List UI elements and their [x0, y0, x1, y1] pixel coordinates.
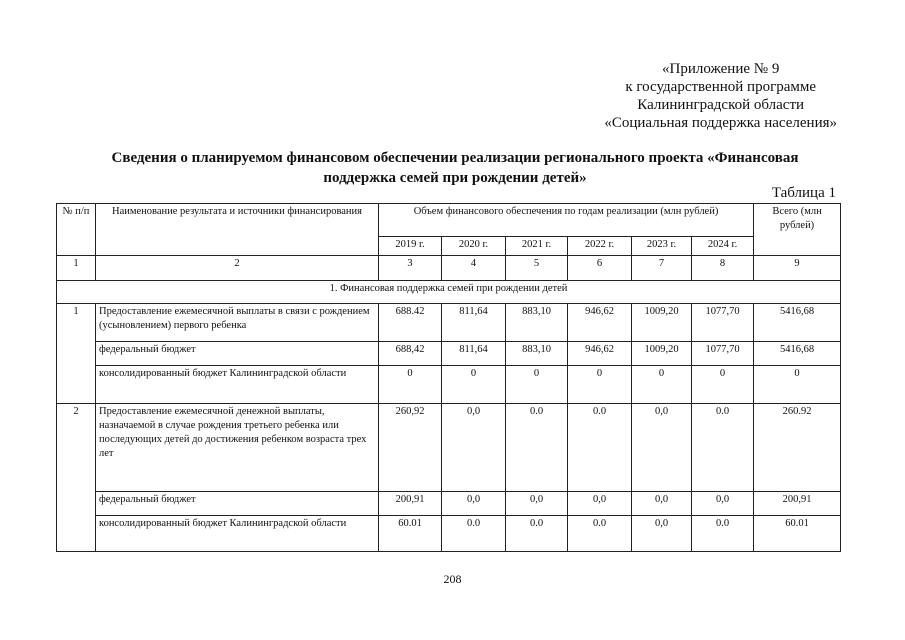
year-cell: 2024 г.	[692, 237, 754, 256]
value-cell: 260,92	[379, 404, 442, 492]
year-cell: 2020 г.	[442, 237, 506, 256]
total-cell: 0	[754, 366, 841, 404]
table-row	[57, 366, 841, 404]
value-cell: 0	[506, 366, 568, 404]
value-cell: 0.0	[568, 404, 632, 492]
value-cell: 1077,70	[692, 342, 754, 366]
appendix-line: «Приложение № 9	[662, 61, 780, 77]
value-cell: 0,0	[506, 492, 568, 516]
table-label: Таблица 1	[771, 185, 836, 201]
column-index: 1	[57, 256, 96, 281]
column-index: 9	[754, 256, 841, 281]
value-cell: 0	[379, 366, 442, 404]
total-cell: 260.92	[754, 404, 841, 492]
header-total: Всего (млн рублей)	[754, 204, 841, 256]
value-cell: 0	[442, 366, 506, 404]
row-name: Предоставление ежемесячной денежной выплаты, назначаемой в случае рождения третьего ребенка или последующих детей до достижения ребенком возраста трех лет	[96, 404, 379, 492]
value-cell: 688.42	[379, 304, 442, 342]
value-cell: 0	[568, 366, 632, 404]
value-cell: 688,42	[379, 342, 442, 366]
table-row	[57, 492, 841, 516]
column-index: 6	[568, 256, 632, 281]
value-cell: 0.0	[692, 404, 754, 492]
column-index: 8	[692, 256, 754, 281]
table-row	[57, 304, 841, 342]
section-row	[57, 281, 841, 304]
value-cell: 0	[692, 366, 754, 404]
value-cell: 0,0	[442, 404, 506, 492]
column-index: 5	[506, 256, 568, 281]
row-name: консолидированный бюджет Калининградской области	[96, 516, 379, 552]
title-line: поддержка семей при рождении детей»	[323, 170, 587, 186]
document-title	[90, 148, 820, 188]
appendix-line: к государственной программе	[625, 79, 817, 95]
value-cell: 60.01	[379, 516, 442, 552]
year-cell: 2022 г.	[568, 237, 632, 256]
header-name: Наименование результата и источники финансирования	[96, 204, 379, 256]
value-cell: 0,0	[632, 404, 692, 492]
value-cell: 946,62	[568, 304, 632, 342]
appendix-block	[604, 60, 837, 132]
value-cell: 1077,70	[692, 304, 754, 342]
column-index: 3	[379, 256, 442, 281]
value-cell: 0.0	[506, 516, 568, 552]
total-cell: 60.01	[754, 516, 841, 552]
value-cell: 811,64	[442, 342, 506, 366]
total-cell: 5416,68	[754, 304, 841, 342]
row-number: 2	[57, 404, 96, 552]
table-row	[57, 516, 841, 552]
section-title: 1. Финансовая поддержка семей при рождении детей	[57, 281, 841, 304]
row-name: федеральный бюджет	[96, 492, 379, 516]
value-cell: 0,0	[692, 492, 754, 516]
table-row	[57, 404, 841, 492]
value-cell: 0	[632, 366, 692, 404]
value-cell: 946,62	[568, 342, 632, 366]
year-cell: 2023 г.	[632, 237, 692, 256]
value-cell: 200,91	[379, 492, 442, 516]
column-index: 7	[632, 256, 692, 281]
total-cell: 200,91	[754, 492, 841, 516]
value-cell: 883,10	[506, 304, 568, 342]
year-cell: 2019 г.	[379, 237, 442, 256]
financing-table	[56, 203, 841, 552]
appendix-line: «Социальная поддержка населения»	[604, 115, 837, 131]
value-cell: 0.0	[692, 516, 754, 552]
header-row	[57, 204, 841, 237]
title-line: Сведения о планируемом финансовом обеспечении реализации регионального проекта «Финансовая	[111, 150, 799, 166]
header-num: № п/п	[57, 204, 96, 256]
value-cell: 811,64	[442, 304, 506, 342]
value-cell: 1009,20	[632, 342, 692, 366]
row-name: консолидированный бюджет Калининградской области	[96, 366, 379, 404]
value-cell: 0.0	[442, 516, 506, 552]
table-row	[57, 342, 841, 366]
column-index: 4	[442, 256, 506, 281]
value-cell: 0.0	[506, 404, 568, 492]
year-cell: 2021 г.	[506, 237, 568, 256]
total-cell: 5416,68	[754, 342, 841, 366]
value-cell: 0,0	[632, 492, 692, 516]
value-cell: 0.0	[568, 516, 632, 552]
header-volume: Объем финансового обеспечения по годам реализации (млн рублей)	[379, 204, 754, 237]
column-index-row	[57, 256, 841, 281]
page-number: 208	[443, 572, 462, 586]
row-number: 1	[57, 304, 96, 404]
value-cell: 883,10	[506, 342, 568, 366]
appendix-line: Калининградской области	[637, 97, 805, 113]
value-cell: 0,0	[442, 492, 506, 516]
value-cell: 1009,20	[632, 304, 692, 342]
value-cell: 0,0	[568, 492, 632, 516]
row-name: федеральный бюджет	[96, 342, 379, 366]
column-index: 2	[96, 256, 379, 281]
row-name: Предоставление ежемесячной выплаты в связи с рождением (усыновлением) первого ребенка	[96, 304, 379, 342]
value-cell: 0,0	[632, 516, 692, 552]
